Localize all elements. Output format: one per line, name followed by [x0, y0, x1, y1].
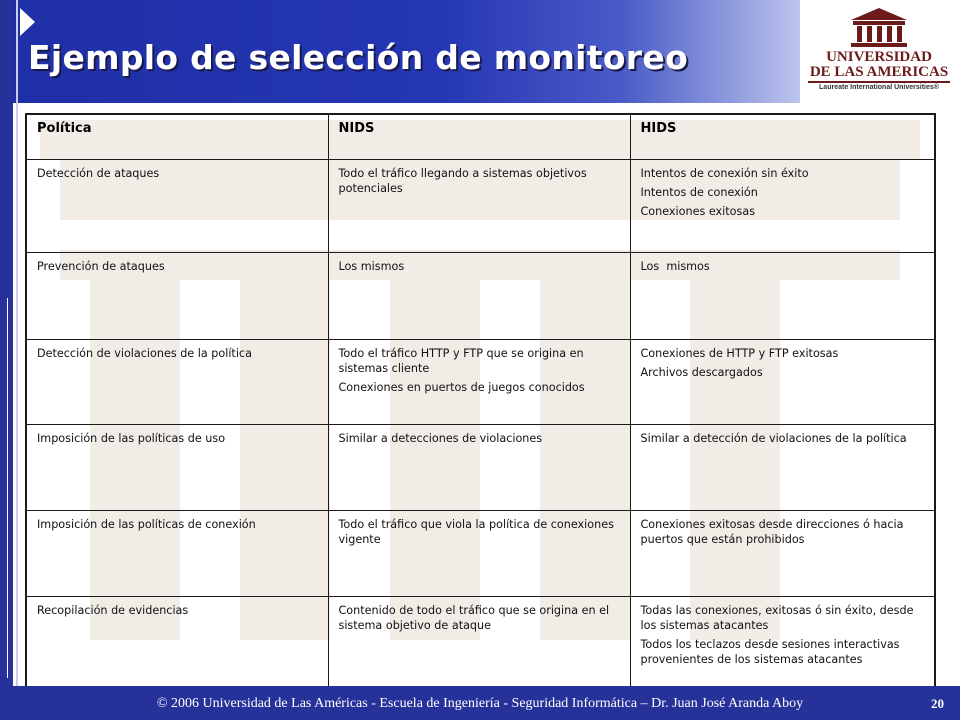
table-row [26, 340, 935, 425]
slide-title: Ejemplo de selección de monitoreo [28, 38, 689, 77]
nids-cell [328, 597, 630, 689]
hids-line: Los mismos [640, 260, 710, 273]
nids-line: Todo el tráfico llegando a sistemas objetivos potenciales [338, 167, 587, 195]
hids-cell [630, 340, 935, 425]
hids-cell [630, 425, 935, 511]
nids-cell [328, 160, 630, 253]
play-arrow-icon [20, 8, 35, 36]
nids-line: Similar a detecciones de violaciones [338, 432, 543, 445]
table-row [26, 253, 935, 340]
table-row [26, 511, 935, 597]
nids-cell [328, 511, 630, 597]
nids-cell [328, 425, 630, 511]
nids-cell [328, 340, 630, 425]
hids-line: Conexiones exitosas desde direcciones ó hacia puertos que están prohibidos [640, 518, 904, 546]
hids-cell [630, 160, 935, 253]
table-row [26, 597, 935, 689]
policy-cell: Imposición de las políticas de conexión [26, 511, 328, 597]
footer-bar [0, 686, 960, 720]
hids-line: Conexiones exitosas [640, 205, 756, 218]
nids-line: Los mismos [338, 260, 405, 273]
hids-line: Archivos descargados [640, 366, 763, 379]
column-header-hids: HIDS [630, 114, 935, 160]
nids-line: Todo el tráfico que viola la política de conexiones vigente [338, 518, 614, 546]
university-logo [806, 6, 952, 98]
table-row [26, 425, 935, 511]
left-accent-line [16, 0, 18, 686]
left-accent-line-inner [7, 298, 8, 678]
logo-line-1: UNIVERSIDAD [826, 49, 932, 65]
hids-cell [630, 253, 935, 340]
policy-cell: Recopilación de evidencias [26, 597, 328, 689]
column-header-nids: NIDS [328, 114, 630, 160]
policy-cell: Detección de ataques [26, 160, 328, 253]
hids-line: Similar a detección de violaciones de la política [640, 432, 907, 445]
hids-line: Todas las conexiones, exitosas ó sin éxito, desde los sistemas atacantes [640, 604, 914, 632]
nids-line: Todo el tráfico HTTP y FTP que se origina en sistemas cliente [338, 347, 584, 375]
nids-line: Contenido de todo el tráfico que se origina en el sistema objetivo de ataque [338, 604, 610, 632]
hids-cell [630, 511, 935, 597]
nids-cell [328, 253, 630, 340]
hids-line: Conexiones de HTTP y FTP exitosas [640, 347, 839, 360]
table-row [26, 160, 935, 253]
hids-cell [630, 597, 935, 689]
column-header-policy: Política [26, 114, 328, 160]
table-header-row [26, 114, 935, 160]
building-logo-icon [847, 6, 911, 48]
hids-line: Todos los teclazos desde sesiones interactivas provenientes de los sistemas atacantes [640, 638, 900, 666]
monitoring-table [25, 113, 936, 689]
nids-line: Conexiones en puertos de juegos conocidos [338, 381, 585, 394]
logo-line-3: Laureate International Universities® [819, 84, 939, 91]
hids-line: Intentos de conexión [640, 186, 758, 199]
policy-cell: Prevención de ataques [26, 253, 328, 340]
policy-cell: Imposición de las políticas de uso [26, 425, 328, 511]
hids-line: Intentos de conexión sin éxito [640, 167, 809, 180]
logo-line-2: DE LAS AMERICAS [809, 64, 949, 80]
page-number: 20 [931, 696, 944, 711]
footer-copyright: © 2006 Universidad de Las Américas - Escuela de Ingeniería - Seguridad Informática – Dr. Juan José Aranda Aboy [156, 696, 804, 711]
policy-cell: Detección de violaciones de la política [26, 340, 328, 425]
